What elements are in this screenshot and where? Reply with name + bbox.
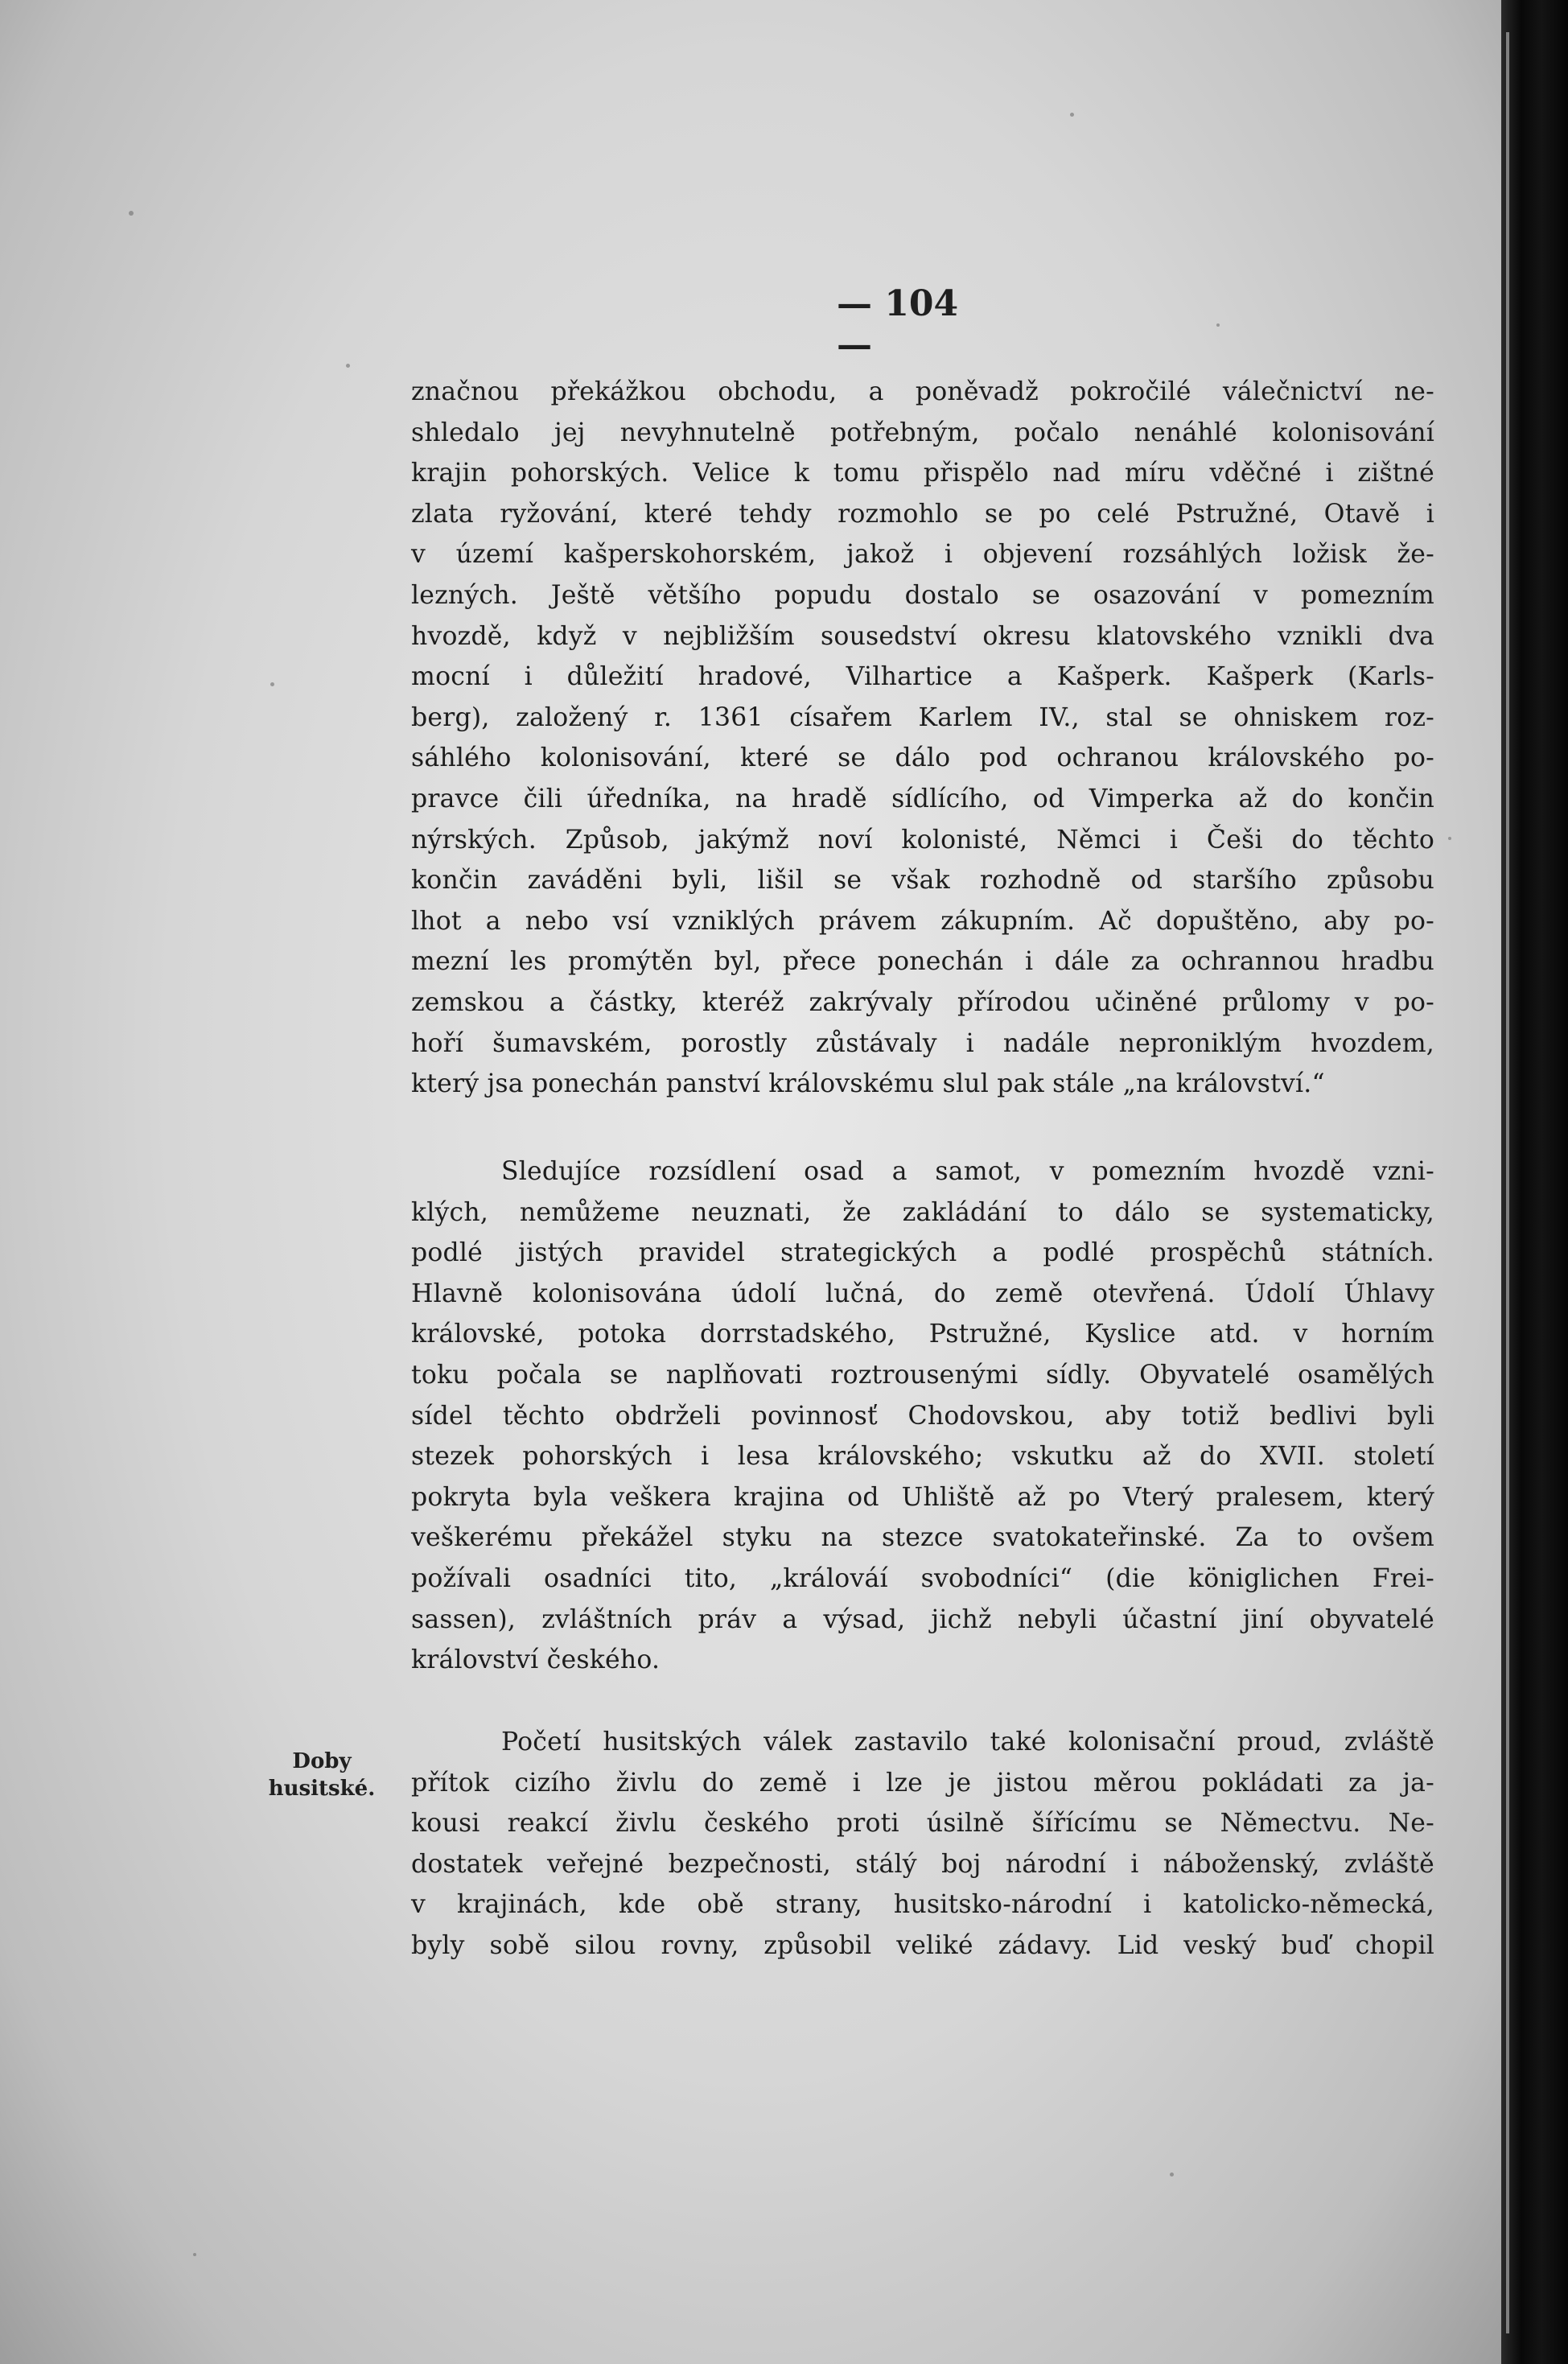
scan-dark-edge: [1501, 0, 1568, 2364]
text-line: značnou překážkou obchodu, a poněvadž pokročilé válečnictví ne-: [411, 377, 1434, 406]
paper-speck: [193, 2253, 196, 2256]
text-line: dostatek veřejné bezpečnosti, stálý boj národní i náboženský, zvláště: [411, 1849, 1434, 1879]
text-line: kousi reakcí živlu českého proti úsilně šířícímu se Němectvu. Ne-: [411, 1809, 1434, 1839]
paragraph-1: [411, 372, 1434, 1105]
text-line: královské, potoka dorrstadského, Pstružné, Kyslice atd. v horním: [411, 1320, 1434, 1349]
text-line: požívali osadníci tito, „králováí svobodníci“ (die königlichen Frei-: [411, 1563, 1434, 1593]
paragraph-3: [411, 1722, 1434, 1967]
text-line: veškerému překážel styku na stezce svatokateřinské. Za to ovšem: [411, 1523, 1434, 1553]
text-line: berg), založený r. 1361 císařem Karlem IV., stal se ohniskem roz-: [411, 702, 1434, 732]
text-line: klých, nemůžeme neuznati, že zakládání to dálo se systematicky,: [411, 1197, 1434, 1227]
margin-note: [261, 1748, 382, 1802]
text-line: pravce čili úředníka, na hradě sídlícího, od Vimperka až do končin: [411, 784, 1434, 813]
text-line: stezek pohorských i lesa královského; vskutku až do XVII. století: [411, 1442, 1434, 1472]
margin-note-line: Doby: [292, 1749, 352, 1773]
text-line: lhot a nebo vsí vzniklých právem zákupním. Ač dopuštěno, aby po-: [411, 906, 1434, 936]
paper-speck: [129, 211, 134, 216]
paper-speck: [1448, 837, 1451, 840]
text-line: podlé jistých pravidel strategických a podlé prospěchů státních.: [411, 1238, 1434, 1268]
text-line: Početí husitských válek zastavilo také kolonisační proud, zvláště: [501, 1728, 1434, 1757]
text-line: krajin pohorských. Velice k tomu přispělo nad míru vděčné i zištné: [411, 459, 1434, 488]
text-line: pokryta byla veškera krajina od Uhliště až po Vterý pralesem, který: [411, 1482, 1434, 1512]
text-line: nýrských. Způsob, jakýmž noví kolonisté, Němci i Češi do těchto: [411, 825, 1434, 855]
paper-speck: [346, 364, 350, 368]
paragraph-2: [411, 1151, 1434, 1681]
page-number: — 104 —: [837, 283, 959, 365]
text-line: zemskou a částky, kteréž zakrývaly přírodou učiněné průlomy v po-: [411, 987, 1434, 1017]
text-line: končin zaváděni byli, lišil se však rozhodně od staršího způsobu: [411, 866, 1434, 896]
text-line: zlata ryžování, které tehdy rozmohlo se po celé Pstružné, Otavě i: [411, 499, 1434, 529]
text-line: království českého.: [411, 1645, 661, 1675]
text-line: mezní les promýtěn byl, přece ponechán i dále za ochrannou hradbu: [411, 947, 1434, 977]
text-line: lezných. Ještě většího popudu dostalo se osazování v pomezním: [411, 580, 1434, 610]
paper-speck: [1070, 113, 1074, 117]
text-line: v krajinách, kde obě strany, husitsko-národní i katolicko-německá,: [411, 1890, 1434, 1920]
text-line: Hlavně kolonisována údolí lučná, do země otevřená. Údolí Úhlavy: [411, 1279, 1434, 1308]
text-line: Sledujíce rozsídlení osad a samot, v pomezním hvozdě vzni-: [501, 1157, 1434, 1186]
page-edge-line: [1506, 32, 1509, 2333]
text-line: který jsa ponechán panství královskému slul pak stále „na království.“: [411, 1069, 1325, 1099]
text-line: hoří šumavském, porostly zůstávaly i nadále neproniklým hvozdem,: [411, 1028, 1434, 1058]
paper-speck: [1170, 2172, 1174, 2177]
text-line: toku počala se naplňovati roztrousenými sídly. Obyvatelé osamělých: [411, 1360, 1434, 1390]
paper-speck: [1216, 323, 1220, 327]
text-line: sídel těchto obdrželi povinnosť Chodovskou, aby totiž bedlivi byli: [411, 1401, 1434, 1431]
paper-speck: [270, 682, 274, 686]
text-line: mocní i důležití hradové, Vilhartice a Kašperk. Kašperk (Karls-: [411, 662, 1434, 692]
text-line: sassen), zvláštních práv a výsad, jichž nebyli účastní jiní obyvatelé: [411, 1604, 1434, 1634]
text-line: přítok cizího živlu do země i lze je jistou měrou pokládati za ja-: [411, 1768, 1434, 1798]
margin-note-line: husitské.: [268, 1777, 376, 1801]
text-line: v území kašperskohorském, jakož i objevení rozsáhlých ložisk že-: [411, 540, 1434, 570]
text-line: hvozdě, když v nejbližším sousedství okresu klatovského vznikli dva: [411, 621, 1434, 651]
text-line: sáhlého kolonisování, které se dálo pod ochranou královského po-: [411, 743, 1434, 773]
text-line: byly sobě silou rovny, způsobil veliké zádavy. Lid veský buď chopil: [411, 1930, 1434, 1960]
text-line: shledalo jej nevyhnutelně potřebným, počalo nenáhlé kolonisování: [411, 418, 1434, 447]
